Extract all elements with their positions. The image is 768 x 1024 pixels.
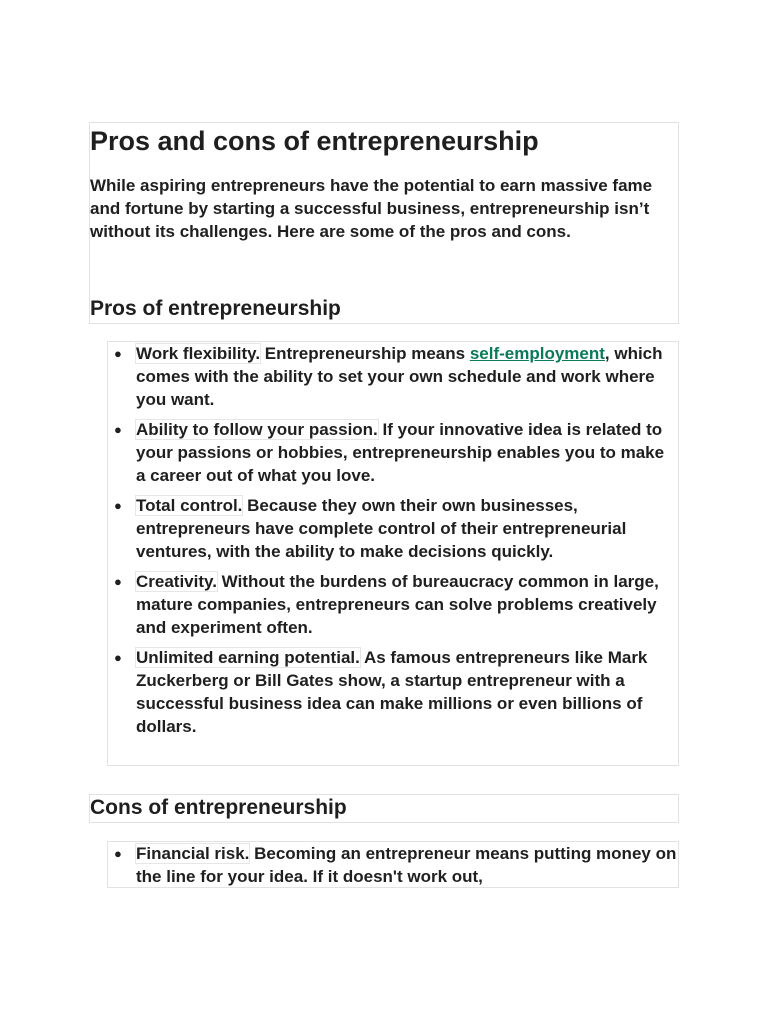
bullet-icon: ●: [114, 346, 122, 361]
bullet-icon: ●: [114, 650, 122, 665]
bullet-icon: ●: [114, 498, 122, 513]
list-item: [108, 646, 678, 738]
list-item-text: , which comes with the ability to set your own schedule and work where you want.: [136, 344, 663, 409]
bullet-icon: ●: [114, 422, 122, 437]
list-item-text: Entrepreneurship means: [260, 344, 470, 363]
list-item-term: Unlimited earning potential.: [136, 648, 360, 667]
pros-heading: Pros of entrepreneurship: [90, 297, 341, 320]
list-item: [108, 570, 678, 639]
list-item: [108, 418, 678, 487]
intro-paragraph: While aspiring entrepreneurs have the potential to earn massive fame and fortune by starting a successful business, entrepreneurship isn’t without its challenges. Here are some of the pros and cons.: [90, 176, 653, 241]
list-item-text: Because they own their own businesses, entrepreneurs have complete control of their entrepreneurial ventures, with the ability to make decisions quickly.: [136, 496, 627, 561]
list-item-term: Creativity.: [136, 572, 217, 591]
cons-list-viewport: [108, 842, 678, 887]
list-item-term: Work flexibility.: [136, 344, 261, 363]
bullet-icon: ●: [114, 574, 122, 589]
list-item-text: Becoming an entrepreneur means putting money on the line for your idea. If it doesn't work out,: [136, 844, 677, 886]
list-item: [108, 494, 678, 563]
list-item-text: As famous entrepreneurs like Mark Zuckerberg or Bill Gates show, a startup entrepreneur with a successful business idea can make millions or even billions of dollars.: [136, 648, 648, 736]
list-item-term: Total control.: [136, 496, 243, 515]
list-item-text: If your innovative idea is related to your passions or hobbies, entrepreneurship enables you to make a career out of what you love.: [136, 420, 665, 485]
list-item-term: Financial risk.: [136, 844, 250, 863]
list-item-term: Ability to follow your passion.: [136, 420, 378, 439]
bullet-icon: ●: [114, 846, 122, 861]
cons-heading: Cons of entrepreneurship: [90, 796, 347, 819]
list-item: [108, 842, 678, 887]
list-item-text: Without the burdens of bureaucracy common in large, mature companies, entrepreneurs can solve problems creatively and experiment often.: [136, 572, 659, 637]
cons-list: [108, 842, 678, 887]
self-employment-link[interactable]: self-employment: [469, 344, 605, 363]
page-title: Pros and cons of entrepreneurship: [90, 126, 539, 156]
list-item: [108, 342, 678, 411]
pros-list: [108, 342, 678, 745]
